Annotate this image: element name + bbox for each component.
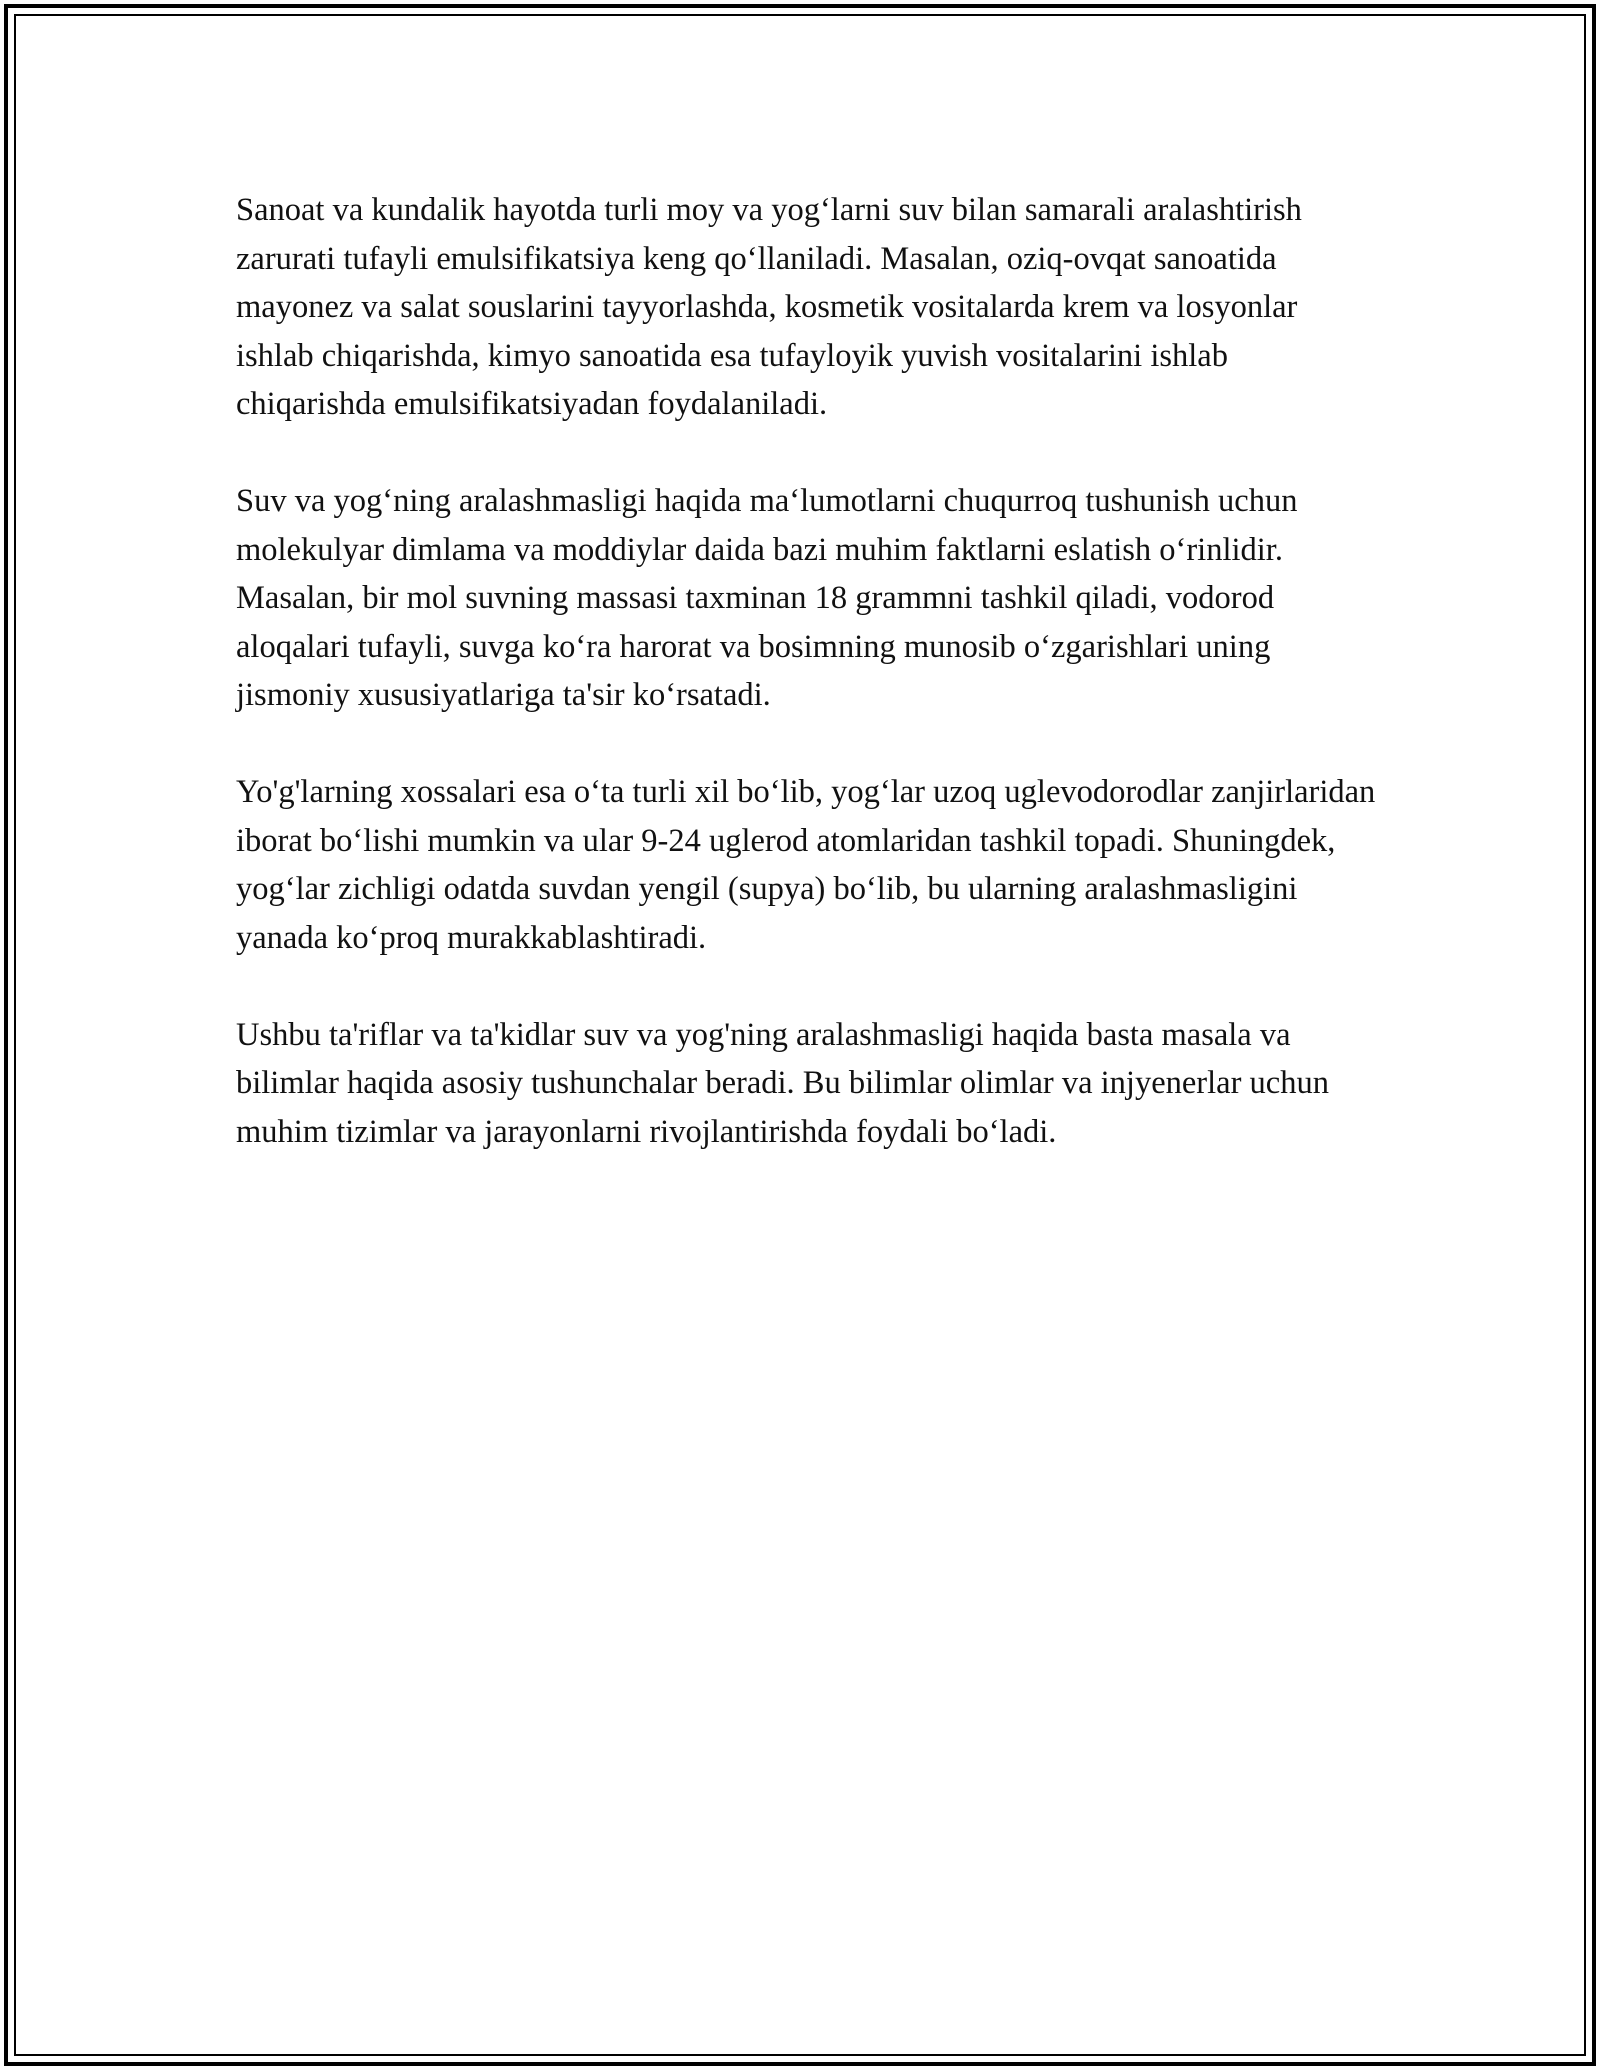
paragraph-emulsification-uses: Sanoat va kundalik hayotda turli moy va yog‘larni suv bilan samarali aralashtirish zarurati tufayli emulsifikatsiya keng qo‘llaniladi. Masalan, oziq-ovqat sanoatida mayonez va salat souslarini tayyorlashda, kosmetik vositalarda krem va losyonlar ishlab chiqarishda, kimyo sanoatida esa tufayloyik yuvish vositalarini ishlab chiqarishda emulsifikatsiyadan foydalaniladi. [236,192,1302,422]
paragraph-conclusion: Ushbu ta'riflar va ta'kidlar suv va yog'ning aralashmasligi haqida basta masala va bilimlar haqida asosiy tushunchalar beradi. Bu bilimlar olimlar va injyenerlar uchun muhim tizimlar va jarayonlarni rivojlantirishda foydali bo‘ladi. [236,1016,1329,1150]
paragraph-oil-properties: Yo'g'larning xossalari esa o‘ta turli xil bo‘lib, yog‘lar uzoq uglevodorodlar zanjirlaridan iborat bo‘lishi mumkin va ular 9-24 uglerod atomlaridan tashkil topadi. Shuningdek, yog‘lar zichligi odatda suvdan yengil (supya) bo‘lib, bu ularning aralashmasligini yanada ko‘proq murakkablashtiradi. [236,774,1376,956]
document-body [236,186,1376,1205]
paragraph-water-properties: Suv va yog‘ning aralashmasligi haqida ma‘lumotlarni chuqurroq tushunish uchun molekulyar dimlama va moddiylar daida bazi muhim faktlarni eslatish o‘rinlidir. Masalan, bir mol suvning massasi taxminan 18 grammni tashkil qiladi, vodorod aloqalari tufayli, suvga ko‘ra harorat va bosimning munosib o‘zgarishlari uning jismoniy xususiyatlariga ta'sir ko‘rsatadi. [236,483,1298,713]
